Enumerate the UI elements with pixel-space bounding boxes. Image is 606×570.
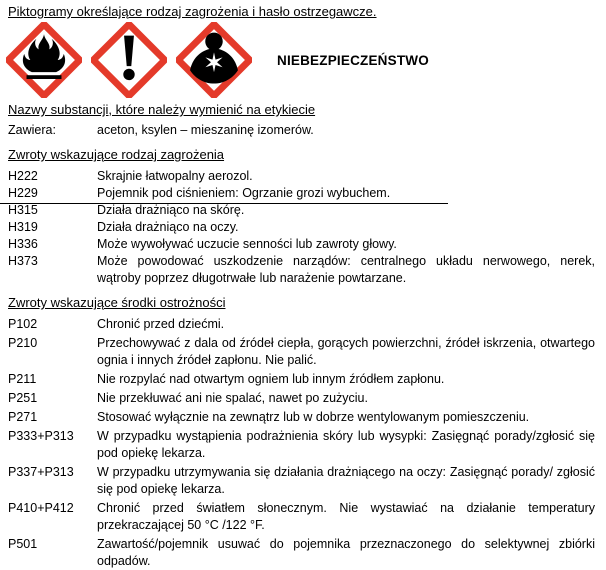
hazard-text: Może wywoływać uczucie senności lub zawroty głowy. (97, 237, 397, 251)
signal-word: NIEBEZPIECZEŃSTWO (277, 52, 429, 68)
precaution-code: P501 (8, 537, 38, 551)
precaution-text: Stosować wyłącznie na zewnątrz lub w dobrze wentylowanym pomieszczeniu. (97, 410, 530, 424)
flame-icon (6, 22, 82, 98)
precaution-row (8, 409, 595, 426)
precaution-row (8, 371, 595, 388)
precaution-row (8, 464, 595, 498)
hazard-text: Działa drażniąco na skórę. (97, 203, 245, 217)
precaution-row (8, 428, 595, 462)
hazard-row (8, 168, 595, 185)
hazard-row (8, 185, 595, 202)
precaution-row (8, 390, 595, 407)
hazard-text: Może powodować uszkodzenie narządów: centralnego układu nerwowego, nerek, wątroby poprzez długotrwałe lub narażenie powtarzane. (97, 254, 595, 285)
pictogram-row (6, 21, 595, 99)
section-heading-substances: Nazwy substancji, które należy wymienić na etykiecie (8, 102, 316, 117)
hazard-code: H373 (8, 254, 38, 268)
precaution-code: P337+P313 (8, 465, 74, 479)
hazard-row (8, 219, 595, 236)
hazard-code: H222 (8, 169, 38, 183)
precaution-row (8, 536, 595, 570)
hazard-row (8, 202, 595, 219)
exclamation-icon (91, 22, 167, 98)
precaution-code: P102 (8, 317, 38, 331)
section-heading-precaution: Zwroty wskazujące środki ostrożności (8, 295, 226, 310)
precaution-text: Przechowywać z dala od źródeł ciepła, gorących powierzchni, źródeł iskrzenia, otwartego ognia i innych źródeł zapłonu. Nie palić. (97, 336, 595, 367)
health-hazard-icon (176, 22, 252, 98)
hazard-code: H315 (8, 203, 38, 217)
hazard-code: H229 (8, 186, 38, 200)
precaution-row (8, 316, 595, 333)
contains-label: Zawiera: (8, 123, 56, 137)
hazard-row (8, 236, 595, 253)
hazard-text: Działa drażniąco na oczy. (97, 220, 239, 234)
hazard-row (8, 253, 595, 287)
precaution-code: P210 (8, 336, 38, 350)
contains-row (8, 122, 595, 139)
precaution-text: W przypadku wystąpienia podrażnienia skóry lub wysypki: Zasięgnąć porady/zgłosić się pod opiekę lekarza. (97, 429, 595, 460)
precaution-text: W przypadku utrzymywania się działania drażniącego na oczy: Zasięgnąć porady/ zgłosić się pod opiekę lekarza. (97, 465, 595, 496)
precaution-code: P251 (8, 391, 38, 405)
hazard-code: H319 (8, 220, 38, 234)
precaution-code: P333+P313 (8, 429, 74, 443)
page-title: Piktogramy określające rodzaj zagrożenia i hasło ostrzegawcze. (8, 4, 377, 19)
precaution-text: Nie przekłuwać ani nie spalać, nawet po zużyciu. (97, 391, 368, 405)
precaution-code: P211 (8, 372, 37, 386)
precaution-code: P271 (8, 410, 38, 424)
precaution-row (8, 335, 595, 369)
section-heading-hazard: Zwroty wskazujące rodzaj zagrożenia (8, 147, 225, 162)
precautionary-statements (8, 316, 595, 570)
hazard-statements (8, 168, 595, 287)
precaution-code: P410+P412 (8, 501, 74, 515)
hazard-text: Pojemnik pod ciśnieniem: Ogrzanie grozi wybuchem. (97, 186, 391, 200)
precaution-row (8, 500, 595, 534)
hazard-code: H336 (8, 237, 38, 251)
hazard-text: Skrajnie łatwopalny aerozol. (97, 169, 253, 183)
contains-value: aceton, ksylen – mieszaninę izomerów. (97, 123, 314, 137)
precaution-text: Chronić przed dziećmi. (97, 317, 225, 331)
precaution-text: Chronić przed światłem słonecznym. Nie wystawiać na działanie temperatury przekraczającej 50 °C /122 °F. (97, 501, 595, 532)
precaution-text: Nie rozpylać nad otwartym ogniem lub innym źródłem zapłonu. (97, 372, 445, 386)
precaution-text: Zawartość/pojemnik usuwać do pojemnika przeznaczonego do selektywnej zbiórki odpadów. (97, 537, 595, 568)
page-title-line (8, 3, 595, 20)
